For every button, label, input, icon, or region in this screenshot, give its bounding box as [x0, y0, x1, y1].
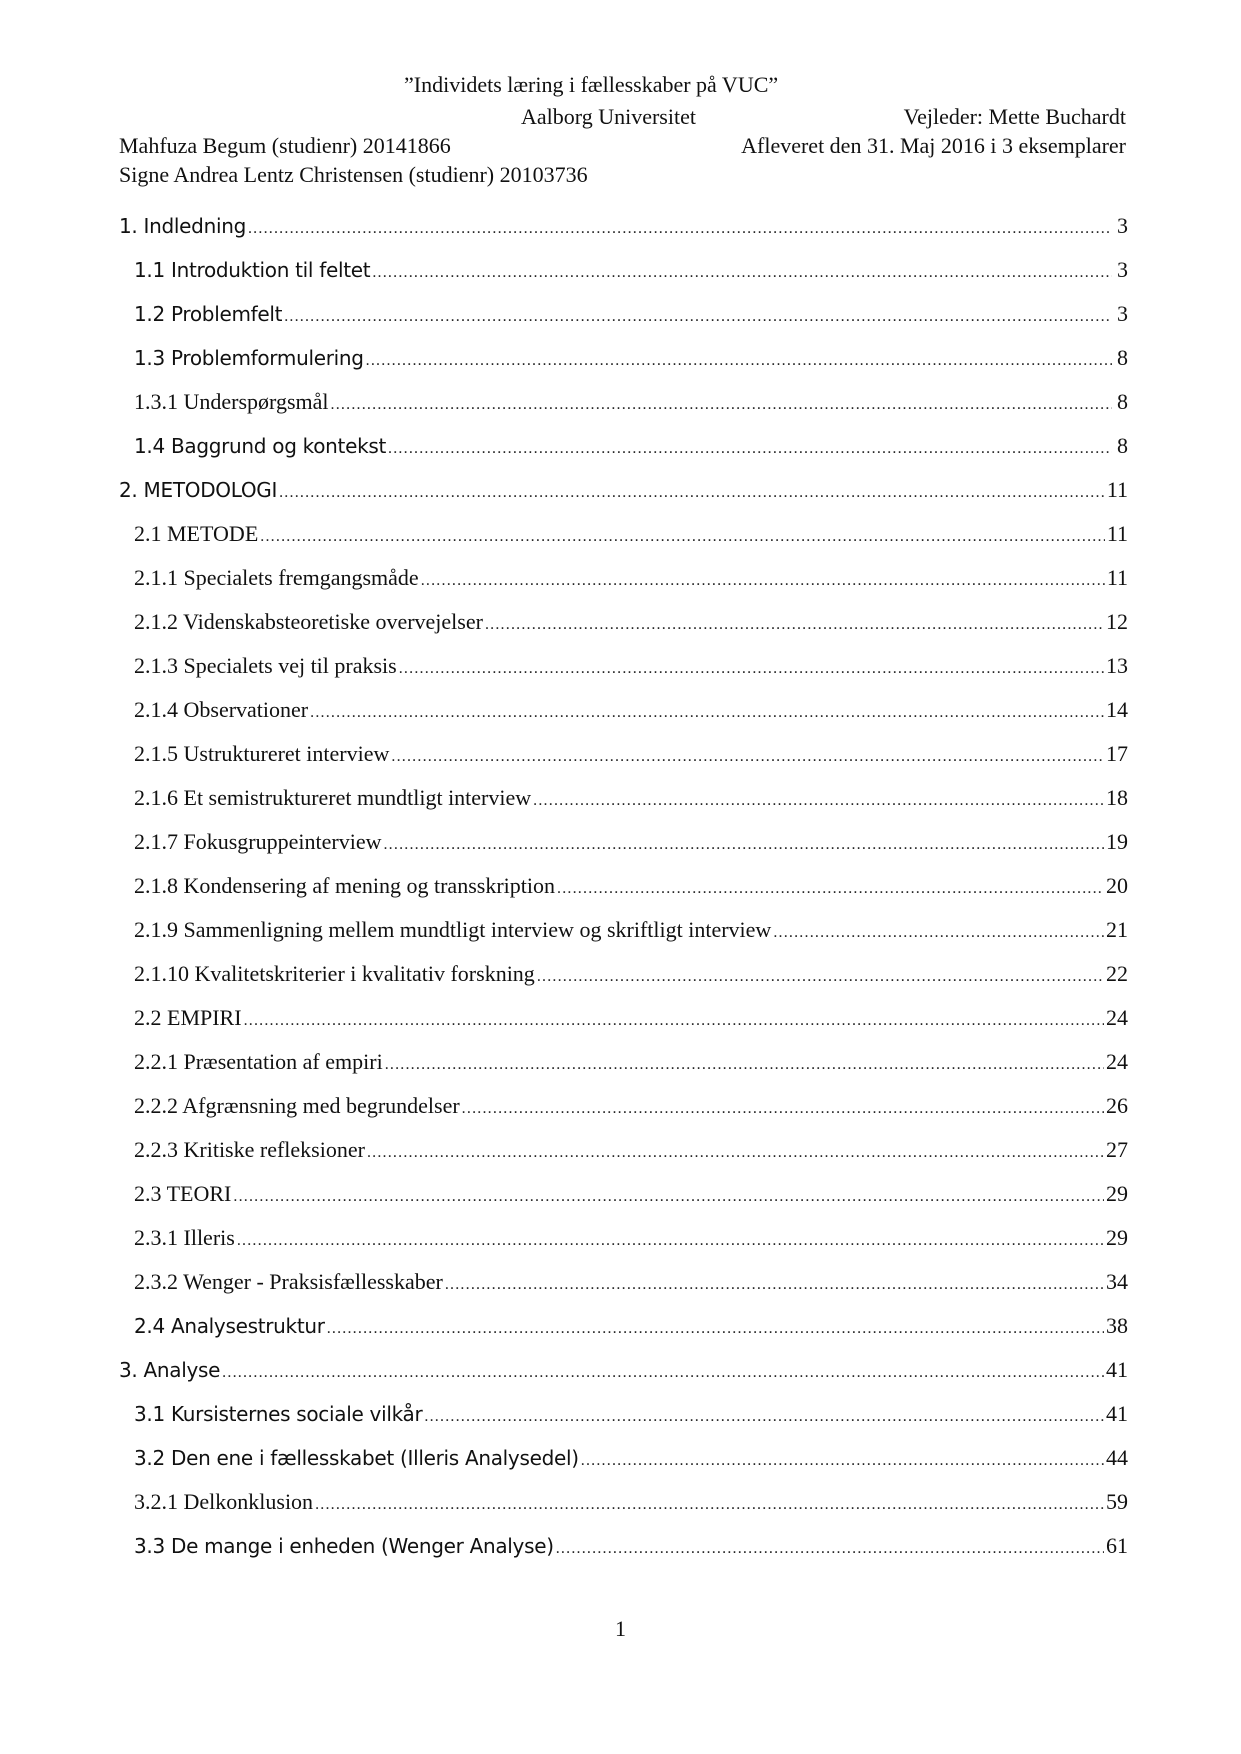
toc-entry[interactable]: 3.2 Den ene i fællesskabet (Illeris Analysedel) ..... 44 — [119, 1436, 1128, 1480]
toc-entry[interactable]: 2.2.2 Afgrænsning med begrundelser ..... 26 — [119, 1084, 1128, 1128]
university-name: Aalborg Universitet — [521, 104, 696, 129]
author-1: Mahfuza Begum (studienr) 20141866 — [119, 133, 451, 158]
toc-entry[interactable]: 2.1.10 Kvalitetskriterier i kvalitativ forskning ..... 22 — [119, 952, 1128, 996]
toc-entry[interactable]: 2.3.1 Illeris ..... 29 — [119, 1216, 1128, 1260]
toc-entry[interactable]: 2.1.2 Videnskabsteoretiske overvejelser ..... 12 — [119, 600, 1128, 644]
toc-entry[interactable]: 3.2.1 Delkonklusion ..... 59 — [119, 1480, 1128, 1524]
toc-entry[interactable]: 2.4 Analysestruktur ..... 38 — [119, 1304, 1128, 1348]
toc-entry[interactable]: 1. Indledning ..... 3 — [119, 204, 1128, 248]
toc-entry[interactable]: 2.1.9 Sammenligning mellem mundtligt interview og skriftligt interview ..... 21 — [119, 908, 1128, 952]
toc-entry[interactable]: 2.1 METODE ..... 11 — [119, 512, 1128, 556]
toc-entry[interactable]: 1.3.1 Underspørgsmål ..... 8 — [119, 380, 1128, 424]
author-2: Signe Andrea Lentz Christensen (studienr) 20103736 — [119, 162, 588, 187]
toc-entry[interactable]: 2.1.3 Specialets vej til praksis ..... 13 — [119, 644, 1128, 688]
toc-entry[interactable]: 2.1.6 Et semistruktureret mundtligt interview ..... 18 — [119, 776, 1128, 820]
toc-entry[interactable]: 2.1.5 Ustruktureret interview ..... 17 — [119, 732, 1128, 776]
toc-entry[interactable]: 2. METODOLOGI ..... 11 — [119, 468, 1128, 512]
document-title: ”Individets læring i fællesskaber på VUC” — [404, 72, 779, 97]
supervisor: Vejleder: Mette Buchardt — [903, 104, 1126, 129]
toc-entry[interactable]: 3.1 Kursisternes sociale vilkår ..... 41 — [119, 1392, 1128, 1436]
page-number: 1 — [615, 1616, 626, 1641]
toc-entry[interactable]: 2.1.1 Specialets fremgangsmåde ..... 11 — [119, 556, 1128, 600]
table-of-contents — [119, 204, 1128, 1568]
toc-entry[interactable]: 2.1.7 Fokusgruppeinterview ..... 19 — [119, 820, 1128, 864]
toc-entry[interactable]: 1.1 Introduktion til feltet ..... 3 — [119, 248, 1128, 292]
toc-entry[interactable]: 2.2.1 Præsentation af empiri ..... 24 — [119, 1040, 1128, 1084]
toc-entry[interactable]: 2.3 TEORI ..... 29 — [119, 1172, 1128, 1216]
toc-entry[interactable]: 2.1.4 Observationer ..... 14 — [119, 688, 1128, 732]
toc-entry[interactable]: 2.2 EMPIRI ..... 24 — [119, 996, 1128, 1040]
delivery-note: Afleveret den 31. Maj 2016 i 3 eksemplarer — [741, 133, 1126, 158]
toc-entry[interactable]: 3.3 De mange i enheden (Wenger Analyse) ..... 61 — [119, 1524, 1128, 1568]
toc-entry[interactable]: 2.3.2 Wenger - Praksisfællesskaber ..... 34 — [119, 1260, 1128, 1304]
toc-entry[interactable]: 2.1.8 Kondensering af mening og transskription ..... 20 — [119, 864, 1128, 908]
toc-entry[interactable]: 1.4 Baggrund og kontekst ..... 8 — [119, 424, 1128, 468]
toc-entry[interactable]: 3. Analyse ..... 41 — [119, 1348, 1128, 1392]
toc-entry[interactable]: 1.3 Problemformulering ..... 8 — [119, 336, 1128, 380]
toc-entry[interactable]: 2.2.3 Kritiske refleksioner ..... 27 — [119, 1128, 1128, 1172]
toc-entry[interactable]: 1.2 Problemfelt ..... 3 — [119, 292, 1128, 336]
